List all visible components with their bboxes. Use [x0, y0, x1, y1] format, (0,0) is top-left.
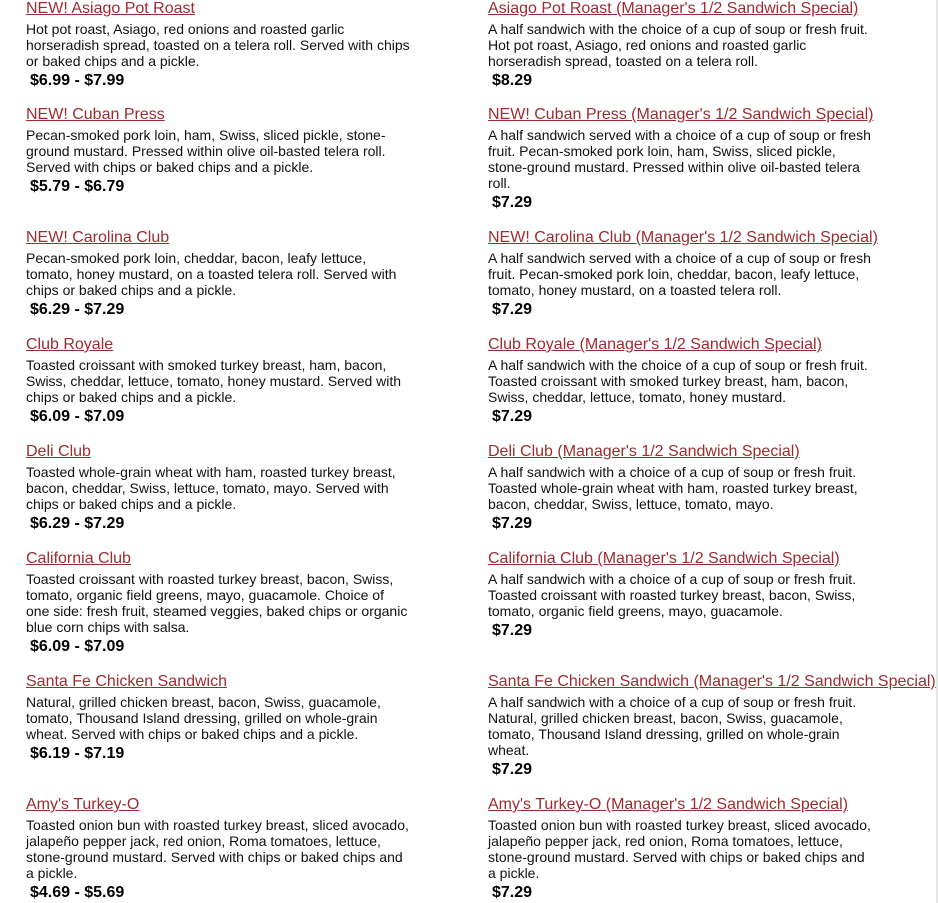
menu-item-special — [488, 550, 938, 640]
menu-item-price: $7.29 — [492, 194, 533, 211]
menu-item-price: $6.19 - $7.19 — [30, 745, 125, 762]
menu-item-link[interactable]: NEW! Cuban Press (Manager's 1/2 Sandwich Special) — [488, 106, 874, 123]
menu-item-link[interactable]: Club Royale — [26, 336, 114, 353]
menu-item-link[interactable]: Santa Fe Chicken Sandwich (Manager's 1/2 Sandwich Special) — [488, 673, 936, 690]
menu-item-description: A half sandwich with a choice of a cup of soup or fresh fruit. Toasted whole-grain wheat with ham, roasted turkey breast, bacon, cheddar, Swiss, lettuce, tomato, mayo. — [488, 464, 858, 512]
menu-item — [26, 106, 426, 196]
menu-item-description: Toasted croissant with smoked turkey breast, ham, bacon, Swiss, cheddar, lettuce, tomato, honey mustard. Served with chips or baked chips and a pickle. — [26, 357, 402, 405]
menu-item-description: Natural, grilled chicken breast, bacon, Swiss, guacamole, tomato, Thousand Island dressing, grilled on whole-grain wheat. Served with chips or baked chips and a pickle. — [26, 694, 381, 742]
menu-item — [26, 229, 426, 319]
menu-item-price: $7.29 — [492, 408, 533, 425]
menu-item-description: A half sandwich served with a choice of a cup of soup or fresh fruit. Pecan-smoked pork loin, ham, Swiss, sliced pickle, stone-ground mustard. Pressed within olive oil-basted telera roll. — [488, 127, 871, 191]
menu-item — [26, 0, 426, 90]
menu-item-price: $6.99 - $7.99 — [30, 72, 125, 89]
menu-item-price: $6.29 - $7.29 — [30, 515, 125, 532]
menu-item-special — [488, 336, 938, 426]
menu-item-description: Toasted whole-grain wheat with ham, roasted turkey breast, bacon, cheddar, Swiss, lettuce, tomato, mayo. Served with chips or baked chips and a pickle. — [26, 464, 396, 512]
menu-item-description: A half sandwich with the choice of a cup of soup or fresh fruit. Toasted croissant with smoked turkey breast, ham, bacon, Swiss, cheddar, lettuce, tomato, honey mustard. — [488, 357, 868, 405]
menu-item-price: $6.29 - $7.29 — [30, 301, 125, 318]
menu-item-price: $7.29 — [492, 761, 533, 778]
menu-item-description: Hot pot roast, Asiago, red onions and roasted garlic horseradish spread, toasted on a telera roll. Served with chips or baked chips and a pickle. — [26, 21, 410, 69]
menu-item-description: A half sandwich with a choice of a cup of soup or fresh fruit. Natural, grilled chicken breast, bacon, Swiss, guacamole, tomato, Thousand Island dressing, grilled on whole-grain wheat. — [488, 694, 857, 758]
menu-item — [26, 550, 426, 656]
menu-item-price: $7.29 — [492, 515, 533, 532]
menu-item-price: $6.09 - $7.09 — [30, 638, 125, 655]
menu-item — [26, 443, 426, 533]
menu-item-link[interactable]: California Club — [26, 550, 131, 567]
menu-item-description: Toasted onion bun with roasted turkey breast, sliced avocado, jalapeño pepper jack, red onion, Roma tomatoes, lettuce, stone-ground mustard. Served with chips or baked chips and a pickle. — [26, 817, 409, 881]
menu-item-link[interactable]: Asiago Pot Roast (Manager's 1/2 Sandwich Special) — [488, 0, 859, 17]
menu-item-price: $8.29 — [492, 72, 533, 89]
menu-item — [26, 336, 426, 426]
menu-item-special — [488, 106, 938, 212]
menu-item-link[interactable]: NEW! Asiago Pot Roast — [26, 0, 195, 17]
menu-item-price: $5.79 - $6.79 — [30, 178, 125, 195]
menu-item-description: Toasted croissant with roasted turkey breast, bacon, Swiss, tomato, organic field greens, mayo, guacamole. Choice of one side: fresh fruit, steamed veggies, baked chips or organic blue corn chips with salsa. — [26, 571, 408, 635]
menu-item-special — [488, 229, 938, 319]
menu-item-description: Toasted onion bun with roasted turkey breast, sliced avocado, jalapeño pepper jack, red onion, Roma tomatoes, lettuce, stone-ground mustard. Served with chips or baked chips and a pickle. — [488, 817, 871, 881]
menu-item-special — [488, 673, 938, 779]
menu-item-link[interactable]: NEW! Carolina Club — [26, 229, 170, 246]
menu-item-link[interactable]: California Club (Manager's 1/2 Sandwich Special) — [488, 550, 840, 567]
menu-item-price: $7.29 — [492, 622, 533, 639]
menu-item-link[interactable]: NEW! Cuban Press — [26, 106, 165, 123]
menu-item-description: Pecan-smoked pork loin, cheddar, bacon, leafy lettuce, tomato, honey mustard, on a toasted telera roll. Served with chips or baked chips and a pickle. — [26, 250, 397, 298]
menu-item-special — [488, 0, 938, 90]
menu-item — [26, 796, 426, 902]
menu-item-link[interactable]: Club Royale (Manager's 1/2 Sandwich Special) — [488, 336, 822, 353]
menu-item-link[interactable]: Amy's Turkey-O (Manager's 1/2 Sandwich Special) — [488, 796, 849, 813]
menu-item-price: $7.29 — [492, 884, 533, 901]
menu-item-description: A half sandwich with a choice of a cup of soup or fresh fruit. Toasted croissant with roasted turkey breast, bacon, Swiss, tomato, organic field greens, mayo, guacamole. — [488, 571, 857, 619]
menu-item-special — [488, 796, 938, 902]
menu-item-special — [488, 443, 938, 533]
menu-item-description: A half sandwich with the choice of a cup of soup or fresh fruit. Hot pot roast, Asiago, red onions and roasted garlic horseradish spread, toasted on a telera roll. — [488, 21, 868, 69]
menu-item-price: $6.09 - $7.09 — [30, 408, 125, 425]
menu-item-link[interactable]: NEW! Carolina Club (Manager's 1/2 Sandwich Special) — [488, 229, 878, 246]
menu-item-price: $4.69 - $5.69 — [30, 884, 125, 901]
menu-item-link[interactable]: Santa Fe Chicken Sandwich — [26, 673, 227, 690]
menu-item-description: A half sandwich served with a choice of a cup of soup or fresh fruit. Pecan-smoked pork loin, cheddar, bacon, leafy lettuce, tomato, honey mustard, on a toasted telera roll. — [488, 250, 871, 298]
menu-item-price: $7.29 — [492, 301, 533, 318]
menu-item-link[interactable]: Deli Club — [26, 443, 91, 460]
menu-item-link[interactable]: Amy's Turkey-O — [26, 796, 140, 813]
menu-item-description: Pecan-smoked pork loin, ham, Swiss, sliced pickle, stone-ground mustard. Pressed within olive oil-basted telera roll. Served with chips or baked chips and a pickle. — [26, 127, 386, 175]
menu-item-link[interactable]: Deli Club (Manager's 1/2 Sandwich Special) — [488, 443, 800, 460]
menu-item — [26, 673, 426, 763]
